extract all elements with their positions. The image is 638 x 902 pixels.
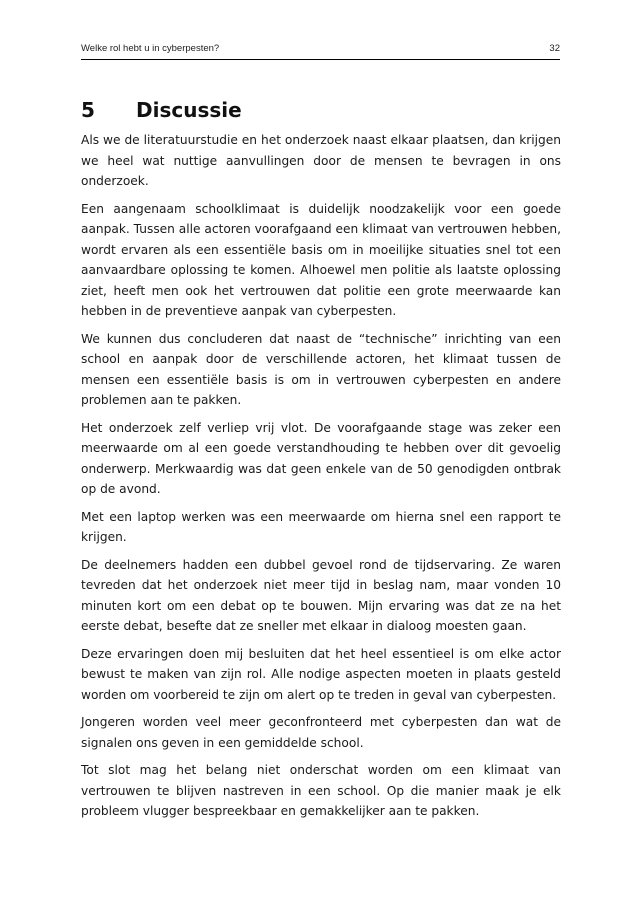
page-header <box>81 41 560 60</box>
paragraph-7: Deze ervaringen doen mij besluiten dat het heel essentieel is om elke actor bewust te maken van zijn rol. Alle nodige aspecten moeten in plaats gesteld worden om voorbereid te zijn om alert op te treden in geval van cyberpesten. <box>81 646 561 702</box>
chapter-number: 5 <box>81 98 95 123</box>
paragraph-6: De deelnemers hadden een dubbel gevoel rond de tijdservaring. Ze waren tevreden dat het onderzoek niet meer tijd in beslag nam, maar vonden 10 minuten kort om een debat op te bouwen. Mijn ervaring was dat ze na het eerste debat, besefte dat ze sneller met elkaar in dialoog moesten gaan. <box>81 557 561 633</box>
chapter-heading <box>81 98 242 126</box>
paragraph-9: Tot slot mag het belang niet onderschat worden om een klimaat van vertrouwen te blijven nastreven in een school. Op die manier maak je elk probleem vlugger bespreekbaar en gemakkelijker aan te pakken. <box>81 763 561 818</box>
paragraph-2: Een aangenaam schoolklimaat is duidelijk noodzakelijk voor een goede aanpak. Tussen alle actoren voorafgaand een klimaat van vertrouwen hebben, wordt ervaren als een essentiële basis om in moeilijke situaties snel tot een aanvaardbare oplossing te komen. Alhoewel men politie als laatste oplossing ziet, heeft men ook het vertrouwen dat politie een grote meerwaarde kan hebben in de preventieve aanpak van cyberpesten. <box>81 201 561 318</box>
paragraph-5: Met een laptop werken was een meerwaarde om hierna snel een rapport te krijgen. <box>81 509 561 544</box>
page-number: 32 <box>549 43 560 54</box>
header-title: Welke rol hebt u in cyberpesten? <box>81 43 220 54</box>
paragraph-3: We kunnen dus concluderen dat naast de “technische” inrichting van een school en aanpak door de verschillende actoren, het klimaat tussen de mensen een essentiële basis is om in vertrouwen cyberpesten en andere problemen aan te pakken. <box>81 331 561 407</box>
paragraph-8: Jongeren worden veel meer geconfronteerd met cyberpesten dan wat de signalen ons geven in een gemiddelde school. <box>81 715 561 750</box>
chapter-title: Discussie <box>136 98 242 123</box>
paragraph-4: Het onderzoek zelf verliep vrij vlot. De voorafgaande stage was zeker een meerwaarde om al een goede verstandhouding te hebben over dit gevoelig onderwerp. Merkwaardig was dat geen enkele van de 50 genodigden ontbrak op de avond. <box>81 420 561 496</box>
body-text <box>81 130 561 829</box>
paragraph-1: Als we de literatuurstudie en het onderzoek naast elkaar plaatsen, dan krijgen we heel wat nuttige aanvullingen door de mensen te bevragen in ons onderzoek. <box>81 133 561 188</box>
